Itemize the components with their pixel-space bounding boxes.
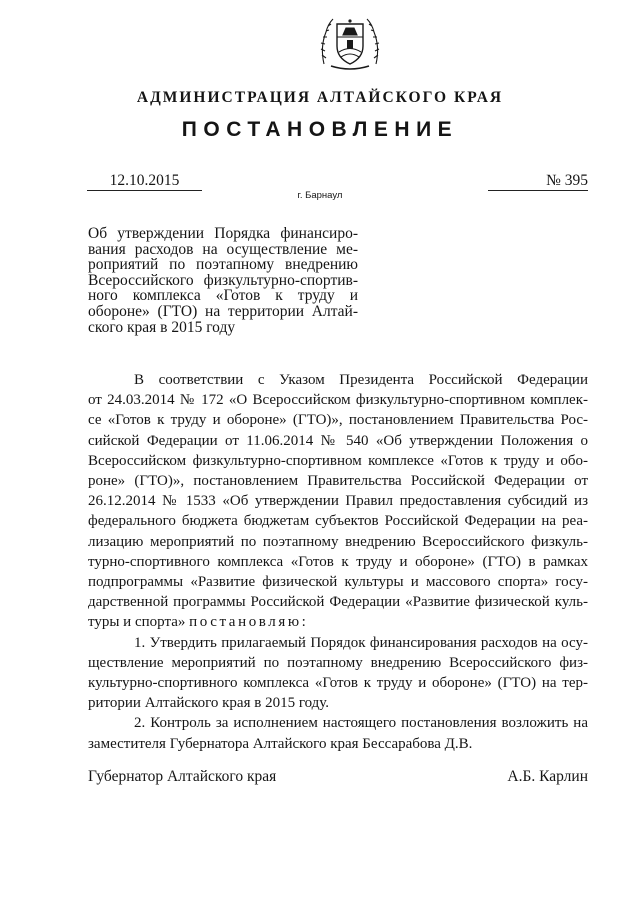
title-line: обороне» (ГТО) на территории Алтай- xyxy=(88,302,358,320)
decree-word: постановляю: xyxy=(189,614,309,631)
document-date: 12.10.2015 xyxy=(87,172,202,191)
preamble-line: се «Готов к труду и обороне» (ГТО)», постановлением Правительства Рос- xyxy=(88,412,588,429)
point-1-line: культурно-спортивного комплекса «Готов к труду и обороне» (ГТО) на тер- xyxy=(88,675,588,692)
point-1-line: ритории Алтайского края в 2015 году. xyxy=(88,695,330,712)
document-type-heading: ПОСТАНОВЛЕНИЕ xyxy=(181,118,459,141)
document-city: г. Барнаул xyxy=(297,190,343,201)
preamble-line: сийской Федерации от 11.06.2014 № 540 «Об утверждении Положения о xyxy=(88,432,588,449)
document-title xyxy=(88,226,358,335)
title-line: Об утверждении Порядка финансиро- xyxy=(88,225,358,242)
point-1-line: ществление мероприятий по поэтапному внедрению Всероссийского физ- xyxy=(88,654,588,671)
altai-krai-coat-of-arms-icon xyxy=(317,14,383,74)
document-body xyxy=(88,370,588,754)
organization-heading: АДМИНИСТРАЦИЯ АЛТАЙСКОГО КРАЯ xyxy=(136,89,504,106)
preamble-closing-text: туры и спорта» xyxy=(88,614,186,631)
point-1-line: 1. Утвердить прилагаемый Порядок финансирования расходов на осу- xyxy=(134,634,588,651)
title-line: Всероссийского физкультурно-спортив- xyxy=(88,271,358,289)
preamble-line: 26.12.2014 № 1533 «Об утверждении Правил предоставления субсидий из xyxy=(88,493,588,510)
title-line: ского края в 2015 году xyxy=(88,318,236,336)
preamble-line: Всероссийском физкультурно-спортивном комплексе «Готов к труду и обо- xyxy=(88,452,588,469)
preamble-line: от 24.03.2014 № 172 «О Всероссийском физкультурно-спортивном комплек- xyxy=(88,392,588,409)
signer-name: А.Б. Карлин xyxy=(507,768,588,785)
signer-position: Губернатор Алтайского края xyxy=(88,768,277,785)
preamble-line: лизацию мероприятий по поэтапному внедрению Всероссийского физкуль- xyxy=(88,533,588,550)
point-2-line: 2. Контроль за исполнением настоящего постановления возложить на xyxy=(134,715,588,732)
preamble-closing-line xyxy=(88,612,588,632)
preamble-line: роне» (ГТО)», постановлением Правительства Российской Федерации от xyxy=(88,473,588,490)
preamble-line: В соответствии с Указом Президента Российской Федерации xyxy=(134,372,588,388)
preamble-line: дарственной программы Российской Федерации «Развитие физической куль- xyxy=(88,594,588,611)
document-number: № 395 xyxy=(488,172,588,191)
point-2-line: заместителя Губернатора Алтайского края Бессарабова Д.В. xyxy=(88,735,473,752)
title-line: роприятий по поэтапному внедрению xyxy=(88,256,358,274)
preamble-line: федерального бюджета бюджетам субъектов Российской Федерации на реа- xyxy=(88,513,588,530)
preamble-line: турно-спортивного комплекса «Готов к труду и обороне» (ГТО) в рамках xyxy=(88,553,588,570)
title-line: ного комплекса «Готов к труду и xyxy=(88,287,358,305)
title-line: вания расходов на осуществление ме- xyxy=(88,240,358,258)
preamble-line: подпрограммы «Развитие физической культуры и массового спорта» госу- xyxy=(88,574,588,591)
